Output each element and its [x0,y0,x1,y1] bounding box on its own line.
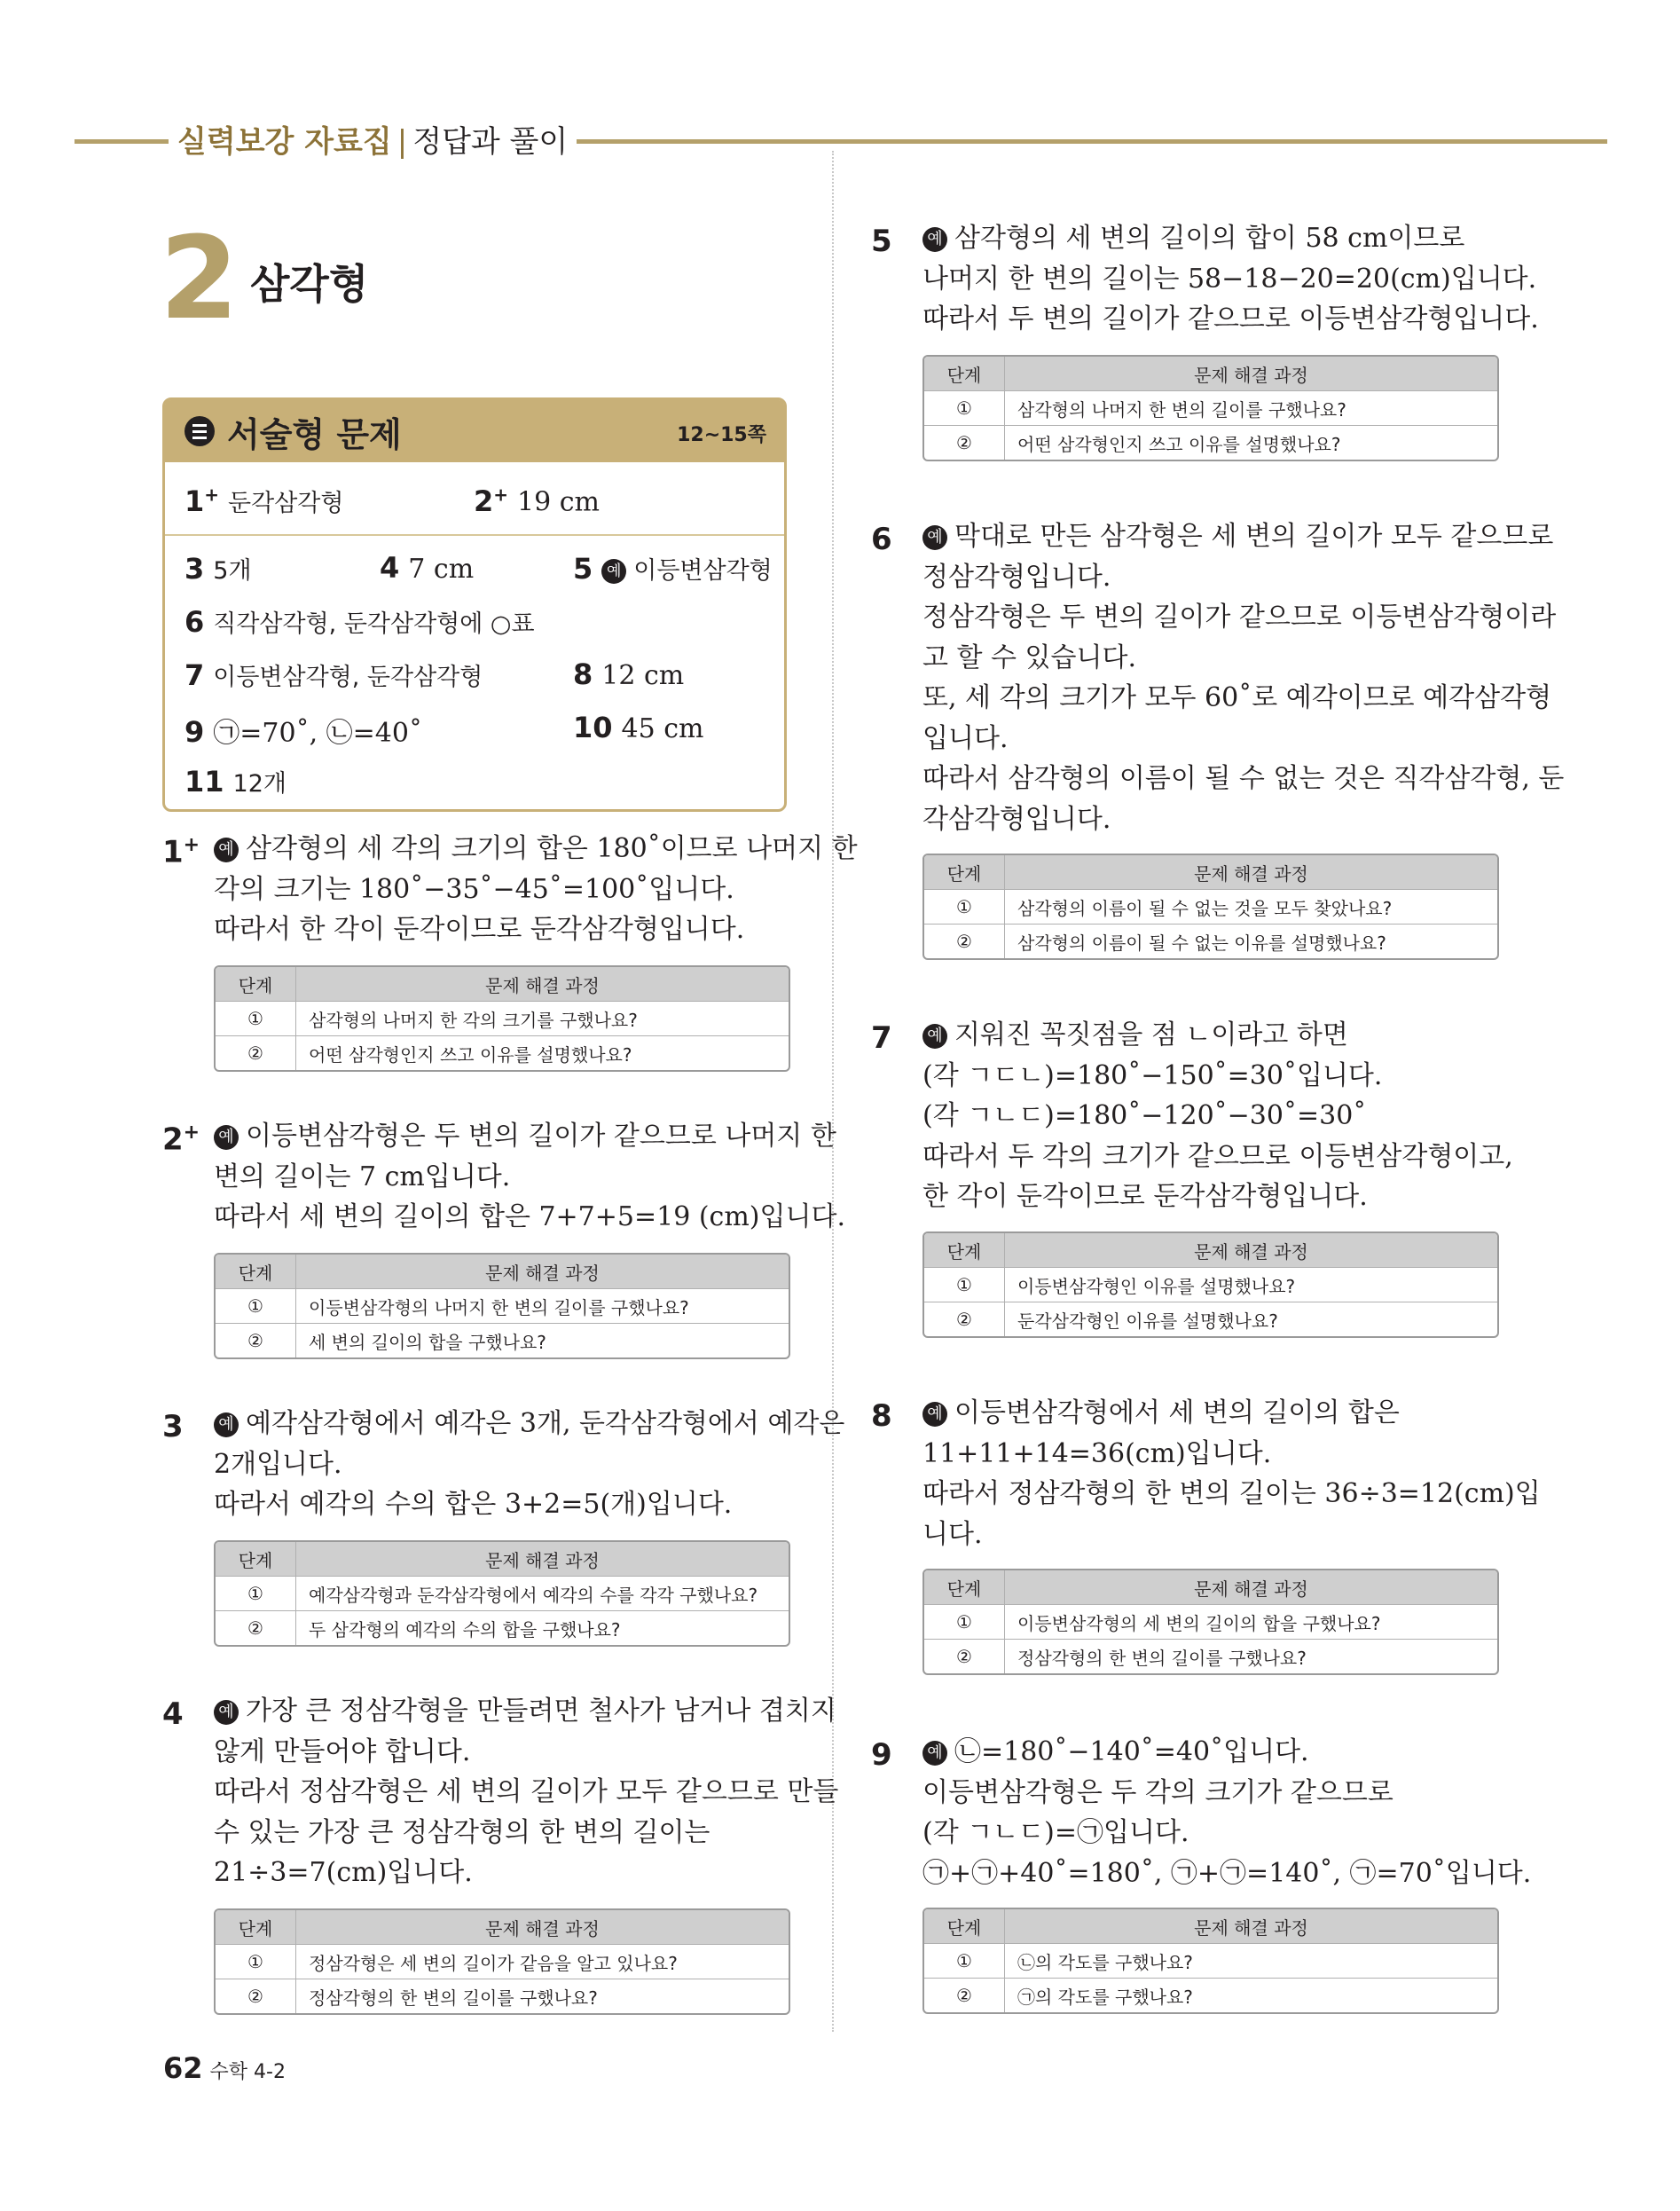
solution-line: 따라서 정삼각형의 한 변의 길이는 36÷3=12(cm)입 [922,1478,1541,1509]
process-header: 문제 해결 과정 [1194,364,1308,386]
grading-table-row [216,1288,789,1323]
step-mark: ② [216,1324,296,1357]
solution-line: 나머지 한 변의 길이는 58−18−20=20(cm)입니다. [922,263,1537,295]
header-rule-left [75,139,181,144]
solution-line: 변의 길이는 7 cm입니다. [214,1161,511,1192]
answer-9: 9 ㉠=70˚, ㉡=40˚ [184,715,422,749]
grading-table-row [924,1604,1497,1639]
answer-box-separator [165,534,784,536]
solution-line: (각 ㄱㄴㄷ)=180˚−120˚−30˚=30˚ [922,1100,1367,1131]
process-header: 문제 해결 과정 [485,974,600,996]
answer-summary-box [162,397,787,812]
answer-6: 6 직각삼각형, 둔각삼각형에 ○표 [184,605,535,639]
grading-table-header [924,855,1497,889]
grading-table-row [216,1610,789,1645]
step-text: 이등변삼각형의 세 변의 길이의 합을 구했나요? [1017,1612,1381,1634]
grading-table-row [924,1639,1497,1673]
step-mark: ① [216,1289,296,1323]
step-header: 단계 [924,357,1005,390]
solution-text [922,516,1564,839]
solution-number: 6 [871,522,892,557]
grading-table-row [924,1302,1497,1336]
step-text: 삼각형의 나머지 한 변의 길이를 구했나요? [1017,398,1346,421]
step-text: 이등변삼각형인 이유를 설명했나요? [1017,1275,1296,1297]
solution-line: (각 ㄱㄷㄴ)=180˚−150˚=30˚입니다. [922,1059,1383,1091]
solution-text [922,218,1539,340]
solution-line: 이등변삼각형은 두 각의 크기가 같으므로 [922,1776,1393,1808]
answer-2: 2+ 19 cm [474,484,600,518]
step-header: 단계 [924,1570,1005,1604]
solution-line: 예 예각삼각형에서 예각은 3개, 둔각삼각형에서 예각은 [214,1404,844,1444]
answer-4: 4 7 cm [380,551,475,585]
step-text: 둔각삼각형인 이유를 설명했나요? [1017,1310,1278,1332]
page-footer [163,2051,286,2085]
solution-line: 따라서 두 변의 길이가 같으므로 이등변삼각형입니다. [922,303,1539,334]
grading-table-header [924,357,1497,390]
solution-number: 8 [871,1398,892,1434]
grading-table [214,965,790,1072]
step-mark: ② [216,1036,296,1070]
solution-line: 따라서 삼각형의 이름이 될 수 없는 것은 직각삼각형, 둔 [922,763,1565,794]
grading-table-row [924,1267,1497,1302]
grading-table-row [216,1001,789,1035]
grading-table-row [216,1035,789,1070]
solution-line: 예 지워진 꼭짓점을 점 ㄴ이라고 하면 [922,1015,1513,1056]
solution-line: 따라서 정삼각형은 세 변의 길이가 모두 같으므로 만들 [214,1776,839,1807]
solution-line: 21÷3=7(cm)입니다. [214,1857,473,1888]
step-mark: ① [924,1605,1005,1639]
solution-line: 고 할 수 있습니다. [922,641,1137,673]
step-header: 단계 [216,967,296,1001]
step-text: ㉠의 각도를 구했나요? [1017,1986,1193,2008]
example-mark-icon: 예 [214,838,239,862]
grading-table-header [216,1255,789,1288]
solution-line: 예 삼각형의 세 각의 크기의 합은 180˚이므로 나머지 한 [214,829,858,869]
example-mark-icon: 예 [922,1402,947,1427]
step-mark: ② [924,1979,1005,2012]
grading-table-header [924,1909,1497,1943]
step-mark: ② [216,1979,296,2013]
grading-table [922,1231,1499,1338]
book-label: 수학 4-2 [209,2061,286,2083]
grading-table-row [924,889,1497,924]
example-mark-icon: 예 [214,1700,239,1725]
solution-line: 않게 만들어야 합니다. [214,1735,471,1767]
step-mark: ② [924,1640,1005,1673]
answer-1: 1+ 둔각삼각형 [184,484,344,518]
step-mark: ① [216,1945,296,1979]
step-mark: ② [924,1302,1005,1336]
chapter-title: 삼각형 [250,260,369,308]
solution-text [922,1732,1531,1893]
chapter-number: 2 [160,213,239,345]
step-mark: ② [216,1611,296,1645]
step-header: 단계 [924,855,1005,889]
step-text: 예각삼각형과 둔각삼각형에서 예각의 수를 각각 구했나요? [309,1584,758,1606]
step-text: 정삼각형의 한 변의 길이를 구했나요? [309,1987,598,2009]
grading-table [214,1908,790,2015]
solution-number: 3 [162,1409,184,1444]
grading-table-header [924,1570,1497,1604]
step-mark: ① [216,1002,296,1035]
solution-line: 예 이등변삼각형은 두 변의 길이가 같으므로 나머지 한 [214,1116,845,1157]
solution-number: 4 [162,1696,184,1732]
solution-text [922,1015,1513,1217]
answer-11: 11 12개 [184,765,287,799]
grading-table-header [924,1233,1497,1267]
answer-7: 7 이등변삼각형, 둔각삼각형 [184,658,483,692]
step-text: 정삼각형의 한 변의 길이를 구했나요? [1017,1647,1307,1669]
answer-box-pages: 12~15쪽 [677,424,766,446]
example-mark-icon: 예 [922,227,947,252]
step-header: 단계 [216,1255,296,1288]
answer-box-title: 서술형 문제 [227,415,402,454]
grading-table [922,1908,1499,2014]
step-text: 삼각형의 이름이 될 수 없는 이유를 설명했나요? [1017,932,1386,954]
grading-table-row [216,1323,789,1357]
solution-line: 2개입니다. [214,1448,342,1480]
step-text: 이등변삼각형의 나머지 한 변의 길이를 구했나요? [309,1296,689,1318]
grading-table-row [924,425,1497,460]
solution-line: 한 각이 둔각이므로 둔각삼각형입니다. [922,1181,1368,1212]
solution-line: 예 삼각형의 세 변의 길이의 합이 58 cm이므로 [922,218,1539,259]
solution-line: 예 ㉡=180˚−140˚=40˚입니다. [922,1732,1531,1773]
process-header: 문제 해결 과정 [1194,862,1308,885]
answer-box-header [165,400,784,462]
solution-line: 따라서 두 각의 크기가 같으므로 이등변삼각형이고, [922,1140,1513,1172]
solution-line: (각 ㄱㄴㄷ)=㉠입니다. [922,1817,1189,1848]
solution-line: 따라서 세 변의 길이의 합은 7+7+5=19 (cm)입니다. [214,1201,845,1232]
header-rule-right [532,139,1607,144]
solution-line: 예 가장 큰 정삼각형을 만들려면 철사가 남거나 겹치지 [214,1691,838,1732]
step-mark: ① [924,391,1005,425]
step-mark: ① [924,1944,1005,1978]
step-header: 단계 [924,1909,1005,1943]
grading-table-row [216,1576,789,1610]
step-text: 정삼각형은 세 변의 길이가 같음을 알고 있나요? [309,1952,678,1974]
step-mark: ① [924,890,1005,924]
solution-number: 9 [871,1737,892,1773]
step-text: 삼각형의 나머지 한 각의 크기를 구했나요? [309,1009,638,1031]
solution-line: 정삼각형입니다. [922,561,1111,593]
answer-3: 3 5개 [184,552,252,586]
step-text: 어떤 삼각형인지 쓰고 이유를 설명했나요? [1017,433,1341,455]
grading-table-row [924,390,1497,425]
solution-text [214,1691,838,1893]
grading-table [922,854,1499,960]
solution-line: 예 막대로 만든 삼각형은 세 변의 길이가 모두 같으므로 [922,516,1564,557]
solution-line: 예 이등변삼각형에서 세 변의 길이의 합은 [922,1393,1541,1434]
page-number: 62 [163,2051,203,2085]
grading-table-header [216,1542,789,1576]
grading-table [214,1253,790,1359]
solution-line: 수 있는 가장 큰 정삼각형의 한 변의 길이는 [214,1816,710,1848]
process-header: 문제 해결 과정 [1194,1578,1308,1600]
step-header: 단계 [924,1233,1005,1267]
grading-table-row [924,924,1497,958]
solution-number: 7 [871,1020,892,1056]
solution-text [922,1393,1541,1554]
example-mark-icon: 예 [922,525,947,550]
grading-table-header [216,1910,789,1944]
list-icon [184,416,215,446]
process-header: 문제 해결 과정 [485,1917,600,1940]
grading-table-row [216,1979,789,2013]
process-header: 문제 해결 과정 [485,1262,600,1284]
solution-line: 정삼각형은 두 변의 길이가 같으므로 이등변삼각형이라 [922,602,1557,633]
solution-number: 5 [871,224,892,259]
step-text: 두 삼각형의 예각의 수의 합을 구했나요? [309,1618,621,1641]
grading-table-row [924,1943,1497,1978]
solution-line: 11+11+14=36(cm)입니다. [922,1437,1272,1469]
process-header: 문제 해결 과정 [1194,1240,1308,1263]
solution-line: 니다. [922,1518,983,1550]
solution-text [214,1116,845,1238]
solution-line: 따라서 한 각이 둔각이므로 둔각삼각형입니다. [214,914,745,945]
header-brand: 실력보강 자료집 [177,124,392,160]
step-text: 어떤 삼각형인지 쓰고 이유를 설명했나요? [309,1043,632,1066]
solution-line: 따라서 예각의 수의 합은 3+2=5(개)입니다. [214,1489,733,1520]
answer-10: 10 45 cm [573,711,704,744]
grading-table-row [216,1944,789,1979]
solution-line: 각의 크기는 180˚−35˚−45˚=100˚입니다. [214,873,734,905]
step-header: 단계 [216,1542,296,1576]
process-header: 문제 해결 과정 [485,1549,600,1571]
solution-text [214,829,858,950]
solution-line: ㉠+㉠+40˚=180˚, ㉠+㉠=140˚, ㉠=70˚입니다. [922,1857,1532,1889]
example-mark-icon: 예 [214,1125,239,1150]
step-mark: ② [924,426,1005,460]
step-header: 단계 [216,1910,296,1944]
step-mark: ① [216,1577,296,1610]
step-text: 세 변의 길이의 합을 구했나요? [309,1331,546,1353]
grading-table-header [216,967,789,1001]
grading-table-row [924,1978,1497,2012]
process-header: 문제 해결 과정 [1194,1916,1308,1939]
step-text: ㉡의 각도를 구했나요? [1017,1951,1193,1973]
answer-8: 8 12 cm [573,657,685,691]
solution-line: 입니다. [922,722,1009,754]
solution-line: 각삼각형입니다. [922,803,1111,835]
solution-text [214,1404,844,1525]
grading-table [922,355,1499,461]
grading-table [214,1540,790,1647]
solution-line: 또, 세 각의 크기가 모두 60˚로 예각이므로 예각삼각형 [922,682,1552,713]
grading-table [922,1569,1499,1675]
example-mark-icon: 예 [922,1741,947,1766]
step-mark: ② [924,925,1005,958]
step-text: 삼각형의 이름이 될 수 없는 것을 모두 찾았나요? [1017,897,1393,919]
example-mark-icon: 예 [922,1024,947,1049]
answer-5: 5 예 이등변삼각형 [573,552,773,586]
step-mark: ① [924,1268,1005,1302]
solution-number: 2+ [162,1121,200,1158]
header-section: 정답과 풀이 [412,124,569,160]
running-header: 실력보강 자료집 | 정답과 풀이 [169,122,577,161]
example-mark-icon: 예 [214,1412,239,1437]
solution-number: 1+ [162,834,200,870]
